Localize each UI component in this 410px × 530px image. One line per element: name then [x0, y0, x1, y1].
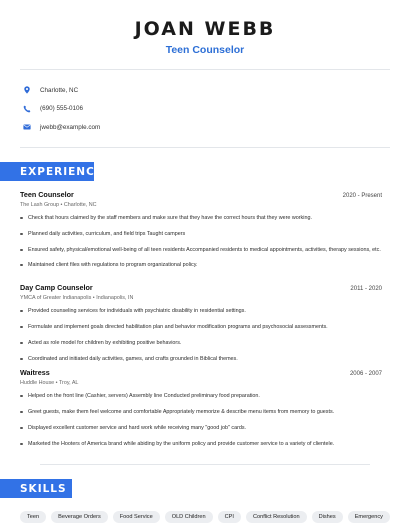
list-item: Check that hours claimed by the staff members and make sure that they have the correct hours that they were working.: [20, 214, 382, 222]
skill-chip: Food Service: [113, 511, 160, 523]
skill-chip: Teen: [20, 511, 46, 523]
divider: [20, 147, 390, 148]
list-item: Greet guests, make them feel welcome and comfortable Appropriately memorize & describe menu items from memory to guests.: [20, 408, 382, 416]
contact-location: [22, 81, 410, 100]
job-bullets: [20, 392, 382, 448]
list-item: Ensured safety, physical/emotional well-being of all teen residents Accompanied residents to medical appointments, activities, therapy sessions, etc.: [20, 246, 382, 254]
experience-section-heading: EXPERIENCE: [0, 162, 94, 181]
contact-list: [0, 81, 410, 137]
experience-entry: [20, 190, 382, 274]
experience-entry: [20, 368, 382, 453]
phone-text[interactable]: (690) 555-0106: [40, 105, 84, 113]
resume-header: [0, 0, 410, 56]
contact-phone: [22, 100, 410, 119]
candidate-name: JOAN WEBB: [134, 18, 276, 40]
candidate-title: Teen Counselor: [165, 44, 245, 56]
list-item: Provided counseling services for individuals with psychiatric disability in residential settings.: [20, 307, 382, 315]
list-item: Marketed the Hooters of America brand while abiding by the uniform policy and provide customer service to a variety of clientele.: [20, 440, 382, 448]
skill-chip: Conflict Resolution: [246, 511, 307, 523]
skill-chip: Emergency: [348, 511, 390, 523]
divider: [40, 464, 370, 465]
location-text: Charlotte, NC: [40, 86, 79, 94]
job-dates: 2006 - 2007: [349, 371, 382, 377]
skills-list: [20, 511, 390, 523]
list-item: Coordinated and initiated daily activities, games, and crafts grounded in Biblical themes.: [20, 355, 382, 363]
job-company: YMCA of Greater Indianapolis • Indianapolis, IN: [20, 295, 134, 301]
skill-chip: CPI: [218, 511, 241, 523]
divider: [20, 69, 390, 70]
job-company: Huddle House • Troy, AL: [20, 380, 79, 386]
skill-chip: Dishes: [312, 511, 343, 523]
experience-entry: [20, 283, 382, 368]
mail-icon: [22, 123, 31, 132]
list-item: Acted as role model for children by exhibiting positive behaviors.: [20, 339, 382, 347]
job-bullets: [20, 214, 382, 269]
job-bullets: [20, 307, 382, 363]
skill-chip: OLD Children: [165, 511, 213, 523]
email-text[interactable]: jwebb@example.com: [40, 123, 101, 131]
contact-email: [22, 118, 410, 137]
list-item: Planned daily activities, curriculum, and field trips Taught campers: [20, 230, 382, 238]
list-item: Formulate and implement goals directed habilitation plan and behavior modification programs and psychosocial assessments.: [20, 323, 382, 331]
job-title: Waitress: [20, 368, 50, 377]
job-dates: 2020 - Present: [342, 193, 382, 199]
job-title: Day Camp Counselor: [20, 283, 93, 292]
list-item: Displayed excellent customer service and hard work while receiving many "good job" cards.: [20, 424, 382, 432]
location-pin-icon: [22, 86, 31, 95]
skill-chip: Beverage Orders: [51, 511, 108, 523]
job-title: Teen Counselor: [20, 190, 74, 199]
phone-icon: [22, 104, 31, 113]
job-dates: 2011 - 2020: [350, 286, 382, 292]
list-item: Helped on the front line (Cashier, servers) Assembly line Conducted preliminary food preparation.: [20, 392, 382, 400]
skills-section-heading: SKILLS: [0, 479, 72, 498]
list-item: Maintained client files with regulations to program organizational policy.: [20, 261, 382, 269]
job-company: The Lash Group • Charlotte, NC: [20, 202, 97, 208]
